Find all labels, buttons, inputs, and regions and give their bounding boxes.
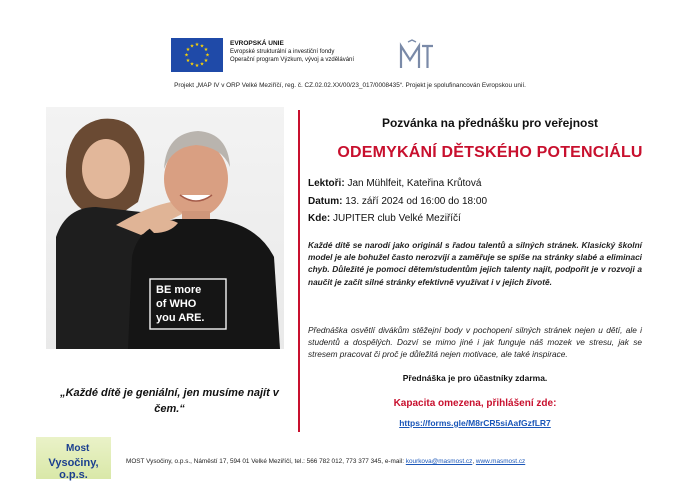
svg-text:★: ★ <box>185 58 191 64</box>
svg-text:★: ★ <box>185 47 191 53</box>
eu-program-text <box>230 40 354 64</box>
eu-flag-logo <box>171 38 223 72</box>
capacity-note: Kapacita omezena, přihlášení zde: <box>393 398 557 409</box>
svg-text:★: ★ <box>189 43 195 50</box>
free-admission-note: Přednáška je pro účastníky zdarma. <box>402 373 548 383</box>
lecturers-value: Jan Mühlfeit, Kateřina Krůtová <box>347 178 482 189</box>
most-vysociny-logo <box>36 437 111 479</box>
footer-email-link[interactable]: kourkova@masmost.cz <box>405 458 473 465</box>
svg-text:★: ★ <box>205 52 210 59</box>
event-title: ODEMYKÁNÍ DĚTSKÉHO POTENCIÁLU <box>337 144 643 161</box>
footer-address: MOST Vysočiny, o.p.s., Náměstí 17, 594 01 Velké Meziříčí, tel.: 566 782 012, 773 377 345, e-mail: <box>126 458 406 465</box>
date-label: Datum: <box>308 196 343 207</box>
shirt-line-1: BE more <box>156 284 202 296</box>
date-value: 13. září 2024 od 16:00 do 18:00 <box>345 196 488 207</box>
msmt-caption <box>385 76 455 80</box>
description-paragraph-1: Každé dítě se narodí jako originál s řadou talentů a silných stránek. Klasický školní model je ale bohužel často nerozvíjí a zaměřuje se spíše na stránky slabé a eliminaci chyb. Důležité je pomoci dětem/studentům jejich talenty najít, podpořit je v rozvoji a naučit je začít silné stránky efektivně využívat i v jejich životě. <box>308 240 642 287</box>
lecturers-line <box>308 178 481 189</box>
footer-contact <box>126 458 525 465</box>
quote: „Každé dítě je geniální, jen musíme najít v čem.“ <box>60 387 279 415</box>
eu-line-2: Evropské strukturální a investiční fondy <box>230 49 335 55</box>
footer-web-link[interactable]: www.masmost.cz <box>475 458 526 465</box>
svg-text:★: ★ <box>194 42 200 48</box>
logo-line-1: Most <box>66 443 90 454</box>
lecturers-label: Lektoři: <box>308 178 345 189</box>
footer-separator: , <box>472 458 476 465</box>
red-divider <box>298 110 300 432</box>
description-paragraph-2: Přednáška osvětlí divákům stěžejní body v pochopení silných stránek nejen u dětí, ale i studentů a dospělých. Dozví se mimo jiné i jak funguje náš mozek ve stresu, jak se stresem pracovat či proč je důležitá nejen motivace, ale také inspirace. <box>308 325 642 360</box>
place-value: JUPITER club Velké Meziříčí <box>333 213 461 224</box>
eu-line-1: EVROPSKÁ UNIE <box>230 40 284 47</box>
place-line <box>308 213 461 224</box>
svg-text:★: ★ <box>203 58 209 64</box>
place-label: Kde: <box>308 213 331 224</box>
logo-line-2: Vysočiny, o.p.s. <box>48 457 99 481</box>
lecturers-photo <box>46 107 284 349</box>
svg-text:★: ★ <box>194 63 200 69</box>
svg-text:★: ★ <box>199 61 205 68</box>
svg-text:★: ★ <box>184 52 189 59</box>
shirt-line-2: of WHO <box>156 298 197 310</box>
shirt-line-3: you ARE. <box>156 312 205 324</box>
invite-heading: Pozvánka na přednášku pro veřejnost <box>381 116 599 130</box>
svg-text:★: ★ <box>189 61 195 68</box>
project-line: Projekt „MAP IV v ORP Velké Meziříčí, reg. č. CZ.02.02.XX/00/23_017/0008435“. Projekt je spolufinancován Evropskou unií. <box>174 82 526 89</box>
date-line <box>308 196 487 207</box>
registration-link[interactable]: https://forms.gle/M8rCR5siAafGzfLR7 <box>399 418 551 428</box>
svg-text:★: ★ <box>203 47 209 53</box>
msmt-logo <box>398 38 436 74</box>
svg-text:★: ★ <box>199 43 205 50</box>
eu-line-3: Operační program Výzkum, vývoj a vzdělávání <box>230 57 355 63</box>
